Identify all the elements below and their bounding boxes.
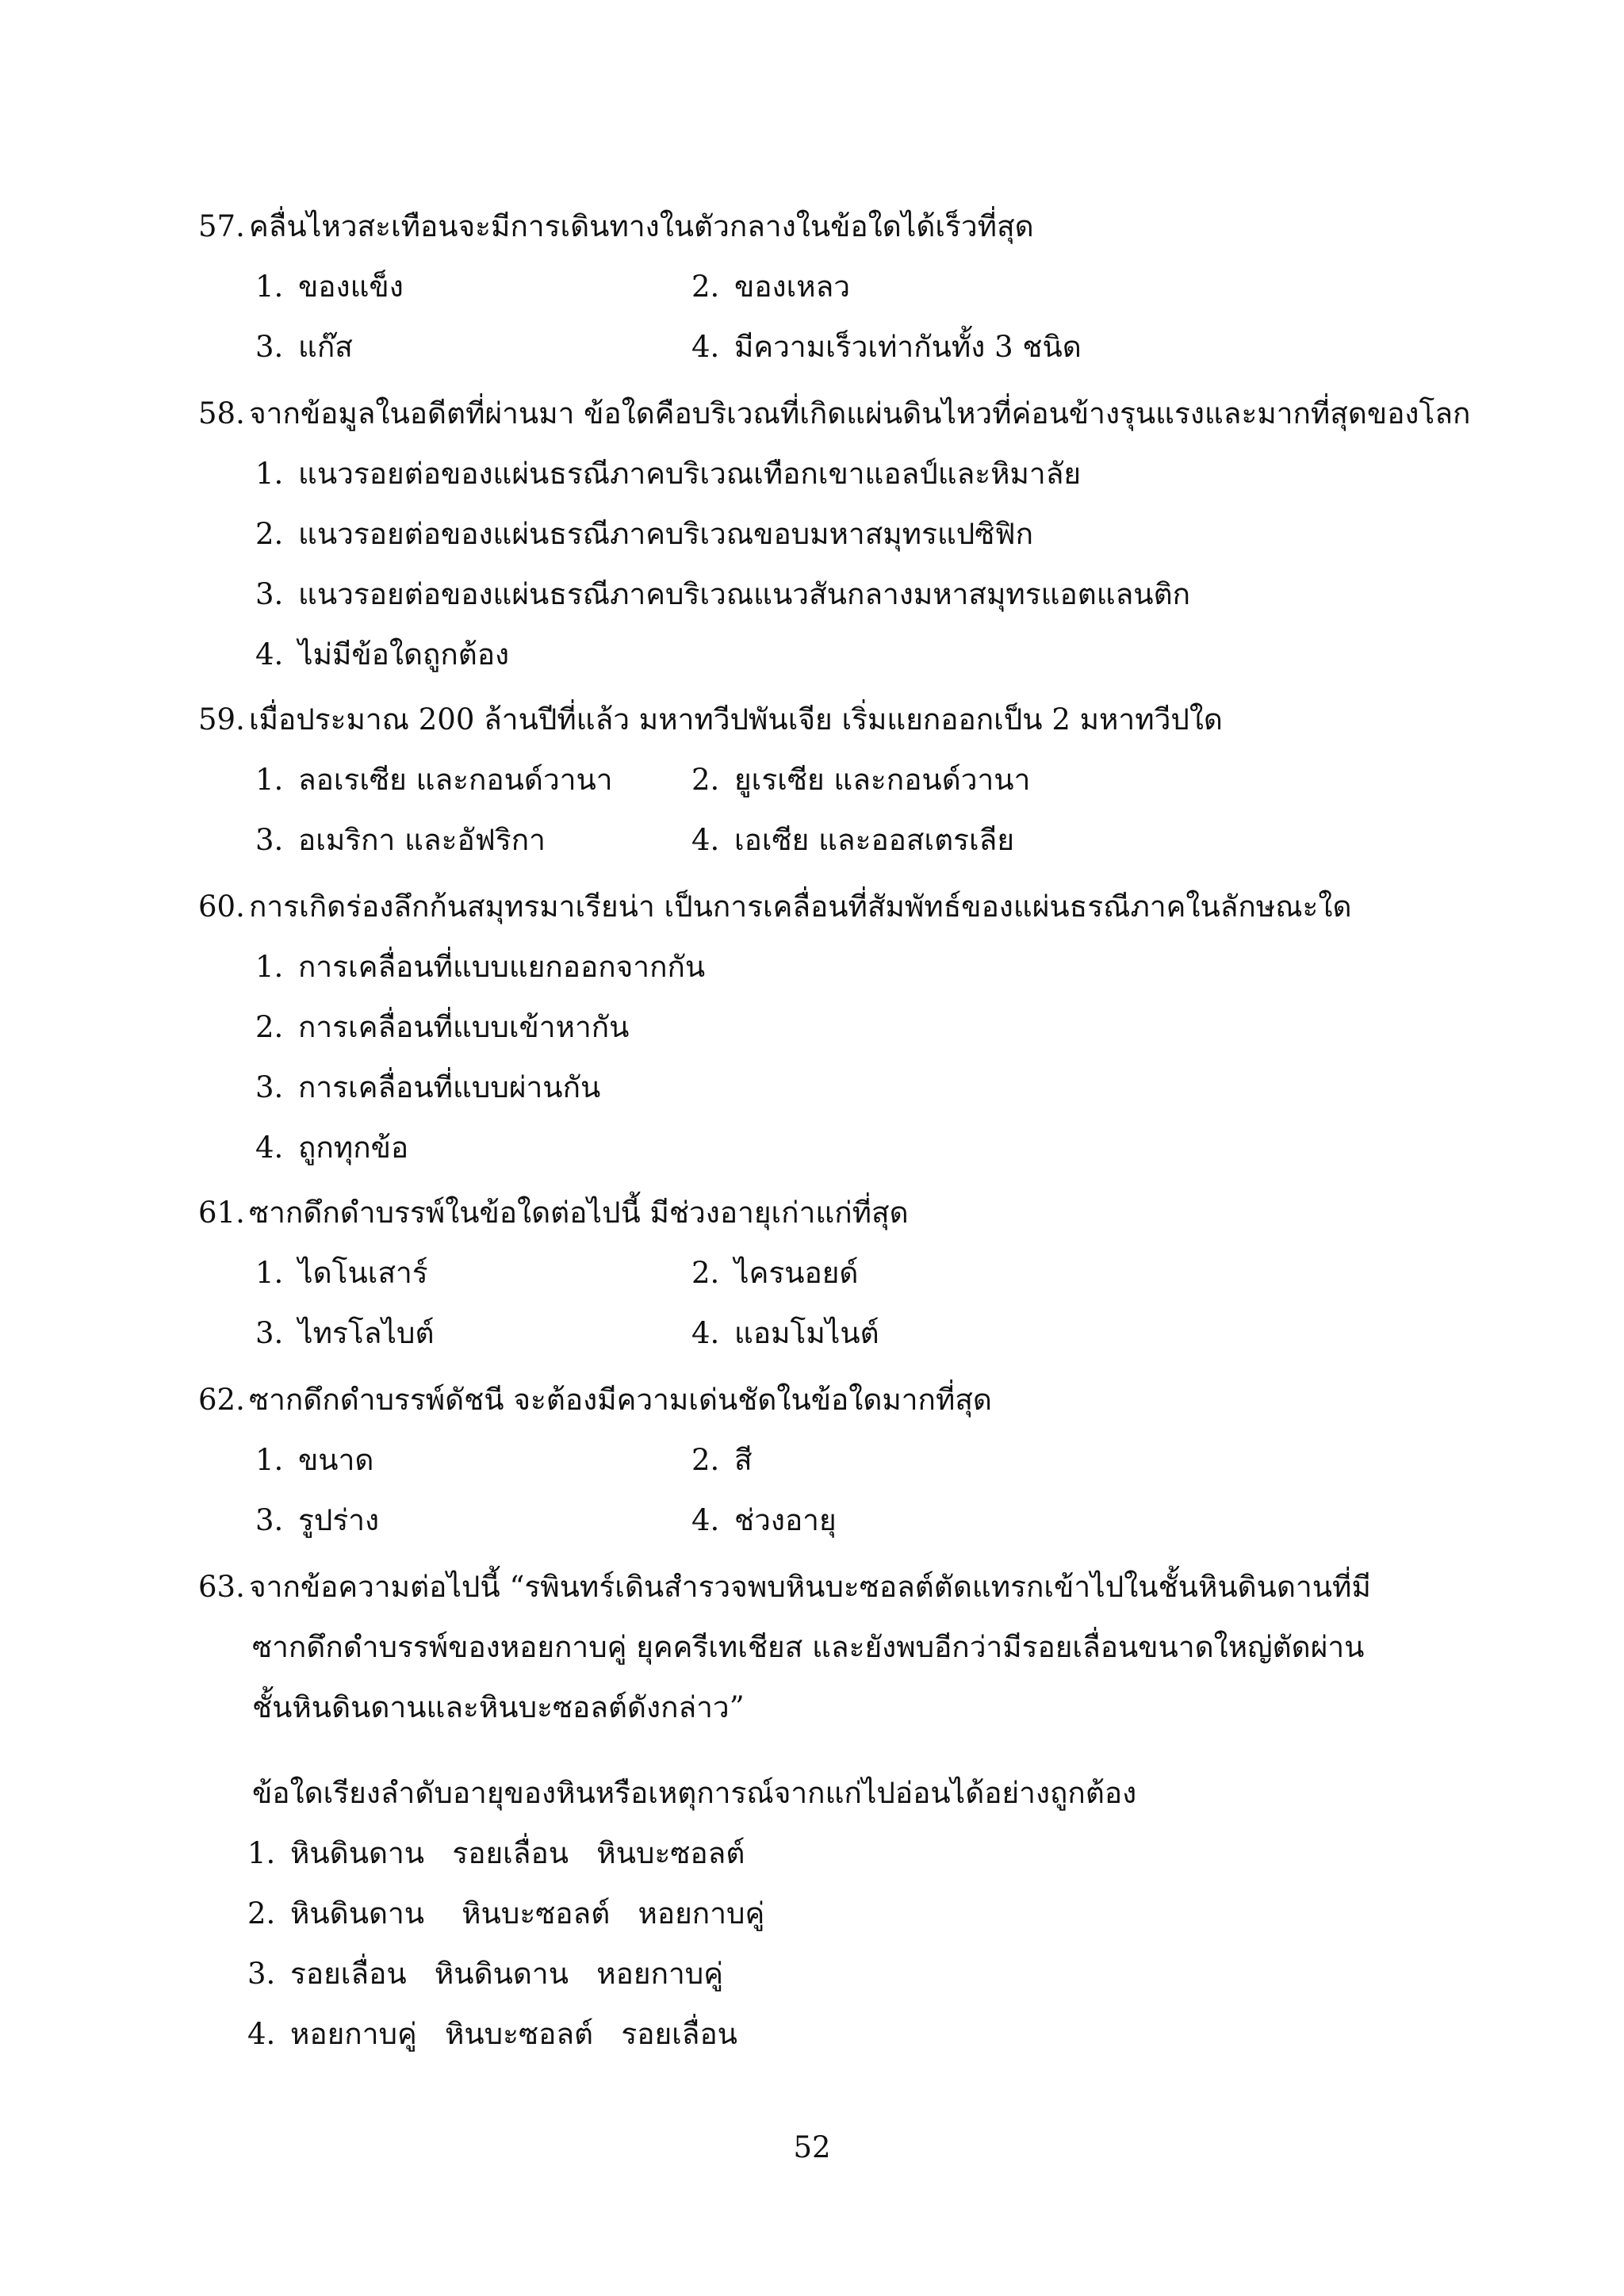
option-number: 3. — [255, 330, 284, 364]
option-number: 4. — [691, 330, 720, 364]
option-text: มีความเร็วเท่ากันทั้ง 3 ชนิด — [734, 330, 1082, 364]
option-60-2 — [255, 1008, 629, 1047]
option-63-4 — [247, 2015, 737, 2053]
option-number: 2. — [255, 1010, 284, 1044]
option-text: แก๊ส — [298, 330, 353, 364]
question-number: 62. — [198, 1383, 245, 1417]
option-text: หอยกาบคู่ หินบะซอลต์ รอยเลื่อน — [290, 2017, 737, 2051]
question-text-line-2: ซากดึกดำบรรพ์ของหอยกาบคู่ ยุคครีเทเชียส และยังพบอีกว่ามีรอยเลื่อนขนาดใหญ่ตัดผ่าน — [252, 1630, 1365, 1664]
option-text: ถูกทุกข้อ — [298, 1131, 409, 1165]
option-57-1 — [255, 268, 404, 306]
question-63 — [198, 1568, 1371, 1606]
page-number: 52 — [793, 2130, 831, 2164]
question-number: 59. — [198, 702, 245, 737]
option-number: 1. — [255, 1256, 284, 1290]
option-62-2 — [691, 1441, 753, 1479]
question-58 — [198, 395, 1470, 433]
question-61 — [198, 1194, 909, 1232]
option-number: 3. — [255, 1070, 284, 1104]
option-text: แนวรอยต่อของแผ่นธรณีภาคบริเวณขอบมหาสมุทรแปซิฟิก — [298, 517, 1033, 551]
option-text: แนวรอยต่อของแผ่นธรณีภาคบริเวณเทือกเขาแอลป์และหิมาลัย — [298, 457, 1082, 491]
question-63-line-2 — [252, 1628, 1364, 1667]
option-text: รูปร่าง — [298, 1503, 380, 1537]
question-59 — [198, 701, 1223, 739]
option-text: ลอเรเซีย และกอนด์วานา — [298, 763, 613, 797]
question-57 — [198, 208, 1034, 246]
option-number: 1. — [255, 950, 284, 984]
question-text: เมื่อประมาณ 200 ล้านปีที่แล้ว มหาทวีปพันเจีย เริ่มแยกออกเป็น 2 มหาทวีปใด — [249, 702, 1223, 737]
option-number: 4. — [691, 1316, 720, 1350]
question-63-prompt — [252, 1774, 1136, 1812]
option-text: หินดินดาน หินบะซอลต์ หอยกาบคู่ — [290, 1896, 765, 1931]
option-number: 3. — [255, 823, 284, 857]
question-number: 58. — [198, 396, 245, 430]
option-text: ยูเรเซีย และกอนด์วานา — [734, 763, 1031, 797]
option-61-4 — [691, 1314, 879, 1353]
option-text: ของเหลว — [734, 270, 851, 304]
option-59-1 — [255, 761, 613, 799]
option-number: 1. — [255, 270, 284, 304]
question-60 — [198, 888, 1352, 926]
option-text: ของแข็ง — [298, 270, 404, 304]
option-text: การเคลื่อนที่แบบผ่านกัน — [298, 1070, 601, 1104]
option-number: 1. — [255, 763, 284, 797]
option-number: 3. — [255, 1503, 284, 1537]
option-text: แนวรอยต่อของแผ่นธรณีภาคบริเวณแนวสันกลางมหาสมุทรแอตแลนติก — [298, 577, 1190, 611]
option-number: 2. — [255, 517, 284, 551]
option-number: 3. — [247, 1957, 276, 1991]
option-text: ไดโนเสาร์ — [298, 1256, 428, 1290]
question-text: ซากดึกดำบรรพ์ในข้อใดต่อไปนี้ มีช่วงอายุเก่าแก่ที่สุด — [249, 1196, 909, 1230]
option-number: 4. — [691, 823, 720, 857]
question-text: ซากดึกดำบรรพ์ดัชนี จะต้องมีความเด่นชัดในข้อใดมากที่สุด — [249, 1383, 992, 1417]
question-text: คลื่นไหวสะเทือนจะมีการเดินทางในตัวกลางในข้อใดได้เร็วที่สุด — [249, 209, 1034, 243]
question-63-line-3 — [252, 1689, 745, 1727]
option-62-3 — [255, 1502, 379, 1540]
question-text-line-3: ชั้นหินดินดานและหินบะซอลต์ดังกล่าว” — [252, 1690, 745, 1724]
option-60-1 — [255, 948, 705, 986]
question-number: 63. — [198, 1570, 245, 1604]
option-61-2 — [691, 1254, 858, 1292]
option-text: ไม่มีข้อใดถูกต้อง — [298, 637, 510, 672]
option-58-2 — [255, 515, 1033, 553]
option-number: 2. — [247, 1896, 276, 1931]
option-text: หินดินดาน รอยเลื่อน หินบะซอลต์ — [290, 1836, 745, 1870]
option-text: แอมโมไนต์ — [734, 1316, 879, 1350]
question-text: การเกิดร่องลึกก้นสมุทรมาเรียน่า เป็นการเคลื่อนที่สัมพัทธ์ของแผ่นธรณีภาคในลักษณะใด — [249, 890, 1352, 924]
option-61-3 — [255, 1314, 435, 1353]
option-text: อเมริกา และอัฟริกา — [298, 823, 546, 857]
option-number: 1. — [247, 1836, 276, 1870]
question-number: 61. — [198, 1196, 245, 1230]
question-text-line-1: จากข้อความต่อไปนี้ “รพินทร์เดินสำรวจพบหินบะซอลต์ตัดแทรกเข้าไปในชั้นหินดินดานที่มี — [249, 1570, 1371, 1604]
option-62-4 — [691, 1502, 837, 1540]
option-number: 2. — [691, 1443, 720, 1477]
option-number: 3. — [255, 577, 284, 611]
option-number: 4. — [255, 1131, 284, 1165]
option-60-4 — [255, 1129, 408, 1167]
option-text: เอเซีย และออสเตรเลีย — [734, 823, 1015, 857]
option-58-3 — [255, 576, 1190, 614]
option-58-4 — [255, 636, 509, 674]
option-58-1 — [255, 455, 1081, 493]
question-prompt-text: ข้อใดเรียงลำดับอายุของหินหรือเหตุการณ์จากแก่ไปอ่อนได้อย่างถูกต้อง — [252, 1776, 1137, 1810]
option-number: 4. — [691, 1503, 720, 1537]
option-63-1 — [247, 1835, 745, 1873]
option-59-2 — [691, 761, 1030, 799]
option-text: รอยเลื่อน หินดินดาน หอยกาบคู่ — [290, 1957, 723, 1991]
option-60-3 — [255, 1069, 600, 1107]
option-number: 2. — [691, 270, 720, 304]
option-number: 1. — [255, 1443, 284, 1477]
option-number: 1. — [255, 457, 284, 491]
question-number: 57. — [198, 209, 245, 243]
question-text: จากข้อมูลในอดีตที่ผ่านมา ข้อใดคือบริเวณที่เกิดแผ่นดินไหวที่ค่อนข้างรุนแรงและมากที่สุดของโลก — [249, 396, 1471, 430]
option-62-1 — [255, 1441, 373, 1479]
question-62 — [198, 1381, 992, 1419]
option-57-3 — [255, 328, 353, 366]
option-57-2 — [691, 268, 850, 306]
option-63-2 — [247, 1895, 764, 1933]
option-63-3 — [247, 1955, 723, 1993]
option-59-4 — [691, 821, 1014, 859]
option-text: ไครนอยด์ — [734, 1256, 859, 1290]
option-number: 4. — [255, 637, 284, 672]
option-61-1 — [255, 1254, 428, 1292]
option-text: การเคลื่อนที่แบบเข้าหากัน — [298, 1010, 630, 1044]
option-text: ช่วงอายุ — [734, 1503, 837, 1537]
option-59-3 — [255, 821, 546, 859]
option-text: ขนาด — [298, 1443, 374, 1477]
option-number: 2. — [691, 1256, 720, 1290]
option-text: ไทรโลไบต์ — [298, 1316, 435, 1350]
option-number: 2. — [691, 763, 720, 797]
question-number: 60. — [198, 890, 245, 924]
option-number: 4. — [247, 2017, 276, 2051]
option-text: สี — [734, 1443, 753, 1477]
option-text: การเคลื่อนที่แบบแยกออกจากกัน — [298, 950, 706, 984]
option-number: 3. — [255, 1316, 284, 1350]
option-57-4 — [691, 328, 1082, 366]
